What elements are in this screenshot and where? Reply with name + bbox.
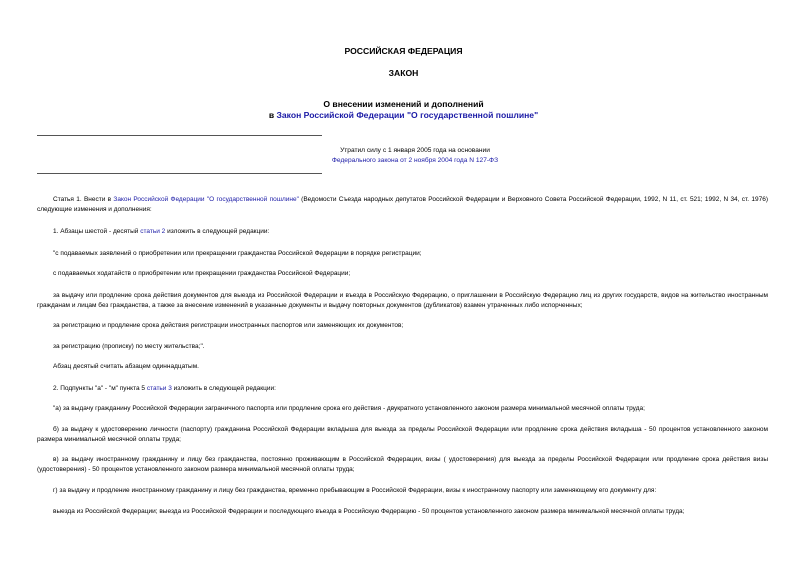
repeal-law-link[interactable]: Федерального закона от 2 ноября 2004 года N 127-ФЗ [331, 157, 499, 164]
repeal-note-text: Утратил силу с 1 января 2005 года на основании [340, 147, 490, 154]
p1-suffix: (Ведомости Съезда народных депутатов Российской Федерации и Верховного Совета Российской Федерации, 1992, N 11, ст. 521; 1992, N 34, ст. 1976) следующие изменения и дополнения: [37, 196, 769, 213]
paragraph-7: за регистрацию (прописку) по месту жительства;". [53, 343, 205, 350]
paragraph-8: Абзац десятый считать абзацем одиннадцатым. [53, 363, 199, 370]
article-2-link[interactable]: статьи 2 [140, 228, 166, 235]
p9-prefix: 2. Подпункты "а" - "м" пункта 5 [53, 385, 147, 392]
paragraph-11: б) за выдачу к удостоверению личности (паспорту) гражданина Российской Федерации вкладыша для выезда за пределы Российской Федерации или продление срока действия вкладыша - 50 процентов установленного законом размера минимальной месячной оплаты труда; [37, 426, 768, 443]
repeal-note [310, 146, 520, 166]
paragraph-5: за выдачу или продление срока действия документов для выезда из Российской Федерации и въезда в Российскую Федерацию, о приглашении в Российскую Федерацию лиц из других государств, видов на жительство иностранным гражданам и лицам без гражданства, а также за внесение изменений в указанные документы и выдачу повторных документов (дубликатов) взамен утраченных либо испорченных; [37, 292, 768, 309]
article-1-paragraph [37, 195, 768, 215]
p1-prefix: Статья 1. Внести в [53, 196, 114, 203]
title-prefix: в [268, 110, 277, 120]
paragraph-13: г) за выдачу и продление иностранному гражданину и лицу без гражданства, временно пребывающим в Российской Федерации, визы к иностранному паспорту или заменяющему его документу для: [53, 487, 657, 494]
paragraph-3: "с подаваемых заявлений о приобретении или прекращении гражданства Российской Федерации в порядке регистрации; [53, 250, 422, 257]
item-2-paragraph [37, 384, 768, 394]
title-line-1: О внесении изменений и дополнений [323, 99, 484, 109]
paragraph-12: в) за выдачу иностранному гражданину и лицу без гражданства, постоянно проживающим в Российской Федерации, визы ( удостоверения) для выезда за пределы Российской Федерации или продление срока действия визы (удостоверения) - 50 процентов установленного законом размера минимальной месячной оплаты труда; [37, 456, 768, 473]
paragraph-6: за регистрацию и продление срока действия регистрации иностранных паспортов или заменяющих их документов; [53, 322, 404, 329]
item-1-paragraph [37, 227, 768, 237]
title-law-link[interactable]: Закон Российской Федерации "О государственной пошлине" [276, 110, 539, 120]
article-3-link[interactable]: статьи 3 [146, 385, 172, 392]
top-divider [37, 135, 322, 136]
p1-law-link[interactable]: Закон Российской Федерации "О государственной пошлине" [113, 196, 299, 203]
paragraph-10: "а) за выдачу гражданину Российской Федерации заграничного паспорта или продление срока его действия - двукратного установленного законом размера минимальной месячной оплаты труда; [53, 405, 645, 412]
p9-suffix: изложить в следующей редакции: [171, 385, 276, 392]
federation-heading: РОССИЙСКАЯ ФЕДЕРАЦИЯ [344, 46, 463, 56]
paragraph-4: с подаваемых ходатайств о приобретении или прекращении гражданства Российской Федерации; [53, 270, 351, 277]
doc-type-heading: ЗАКОН [388, 68, 419, 78]
p2-suffix: изложить в следующей редакции: [165, 228, 270, 235]
p2-prefix: 1. Абзацы шестой - десятый [53, 228, 141, 235]
paragraph-14: выезда из Российской Федерации; выезда из Российской Федерации и последующего въезда в Российскую Федерацию - 50 процентов установленного законом размера минимальной месячной оплаты труда; [53, 508, 685, 515]
bottom-divider [37, 173, 322, 174]
title-line-2 [0, 110, 807, 120]
